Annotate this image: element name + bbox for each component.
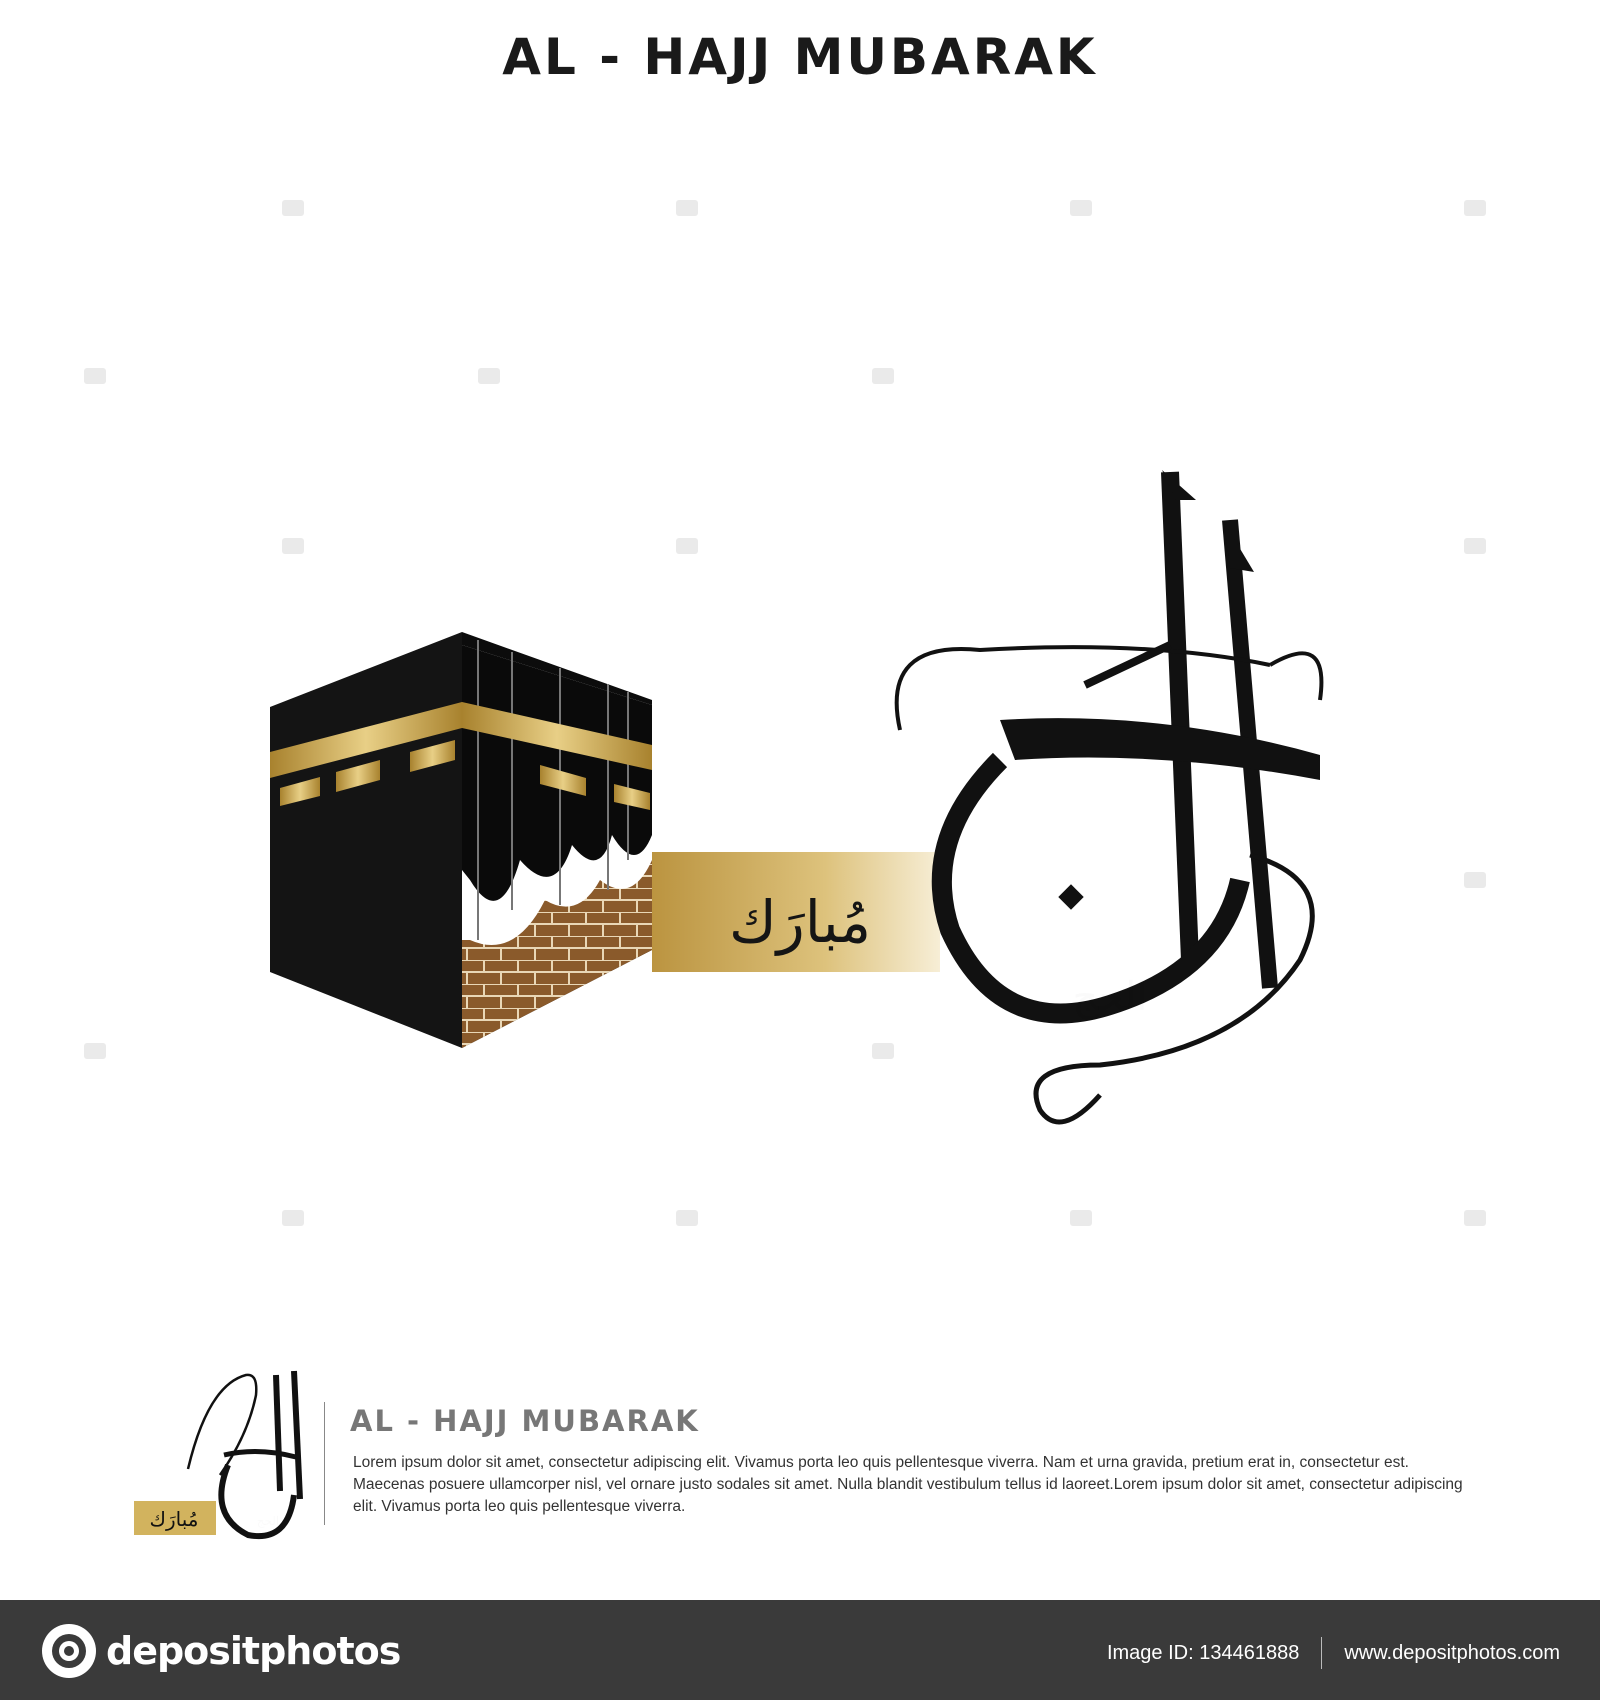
mubarak-banner-text: مُبارَك xyxy=(728,888,872,956)
logo-divider xyxy=(324,1402,325,1525)
mini-logo-calligraphy-text: الحج xyxy=(256,1514,280,1528)
footer-separator xyxy=(1321,1637,1322,1669)
brand-name: depositphotos xyxy=(106,1629,401,1673)
page-title: AL - HAJJ MUBARAK xyxy=(502,28,1098,86)
logo-title: AL - HAJJ MUBARAK xyxy=(350,1404,700,1438)
logo-description: Lorem ipsum dolor sit amet, consectetur adipiscing elit. Vivamus porta leo quis pellentesque viverra. Nam et urna gravida, pretium erat in, consectetur est. Maecenas posuere ullamcorper nisl, vel ornare justo sodales sit amet. Nulla blandit vestibulum tellus id laoreet.Lorem ipsum dolor sit amet, consectetur adipiscing elit. Vivamus porta leo quis pellentesque viverra. xyxy=(353,1454,1463,1515)
website-link[interactable]: www.depositphotos.com xyxy=(1344,1641,1560,1664)
depositphotos-brand[interactable] xyxy=(40,1622,400,1680)
camera-logo-icon xyxy=(40,1622,98,1680)
hajj-calligraphy xyxy=(897,470,1322,1122)
image-id: Image ID: 134461888 xyxy=(1106,1641,1300,1664)
hajj-calligraphy-text: الحج xyxy=(1072,974,1148,1020)
mini-logo xyxy=(128,1365,318,1545)
footer-info xyxy=(1107,1637,1560,1669)
kaaba-icon xyxy=(270,632,652,1048)
footer-bar xyxy=(0,1600,1600,1700)
mini-logo-banner-text: مُبارَك xyxy=(149,1507,199,1531)
